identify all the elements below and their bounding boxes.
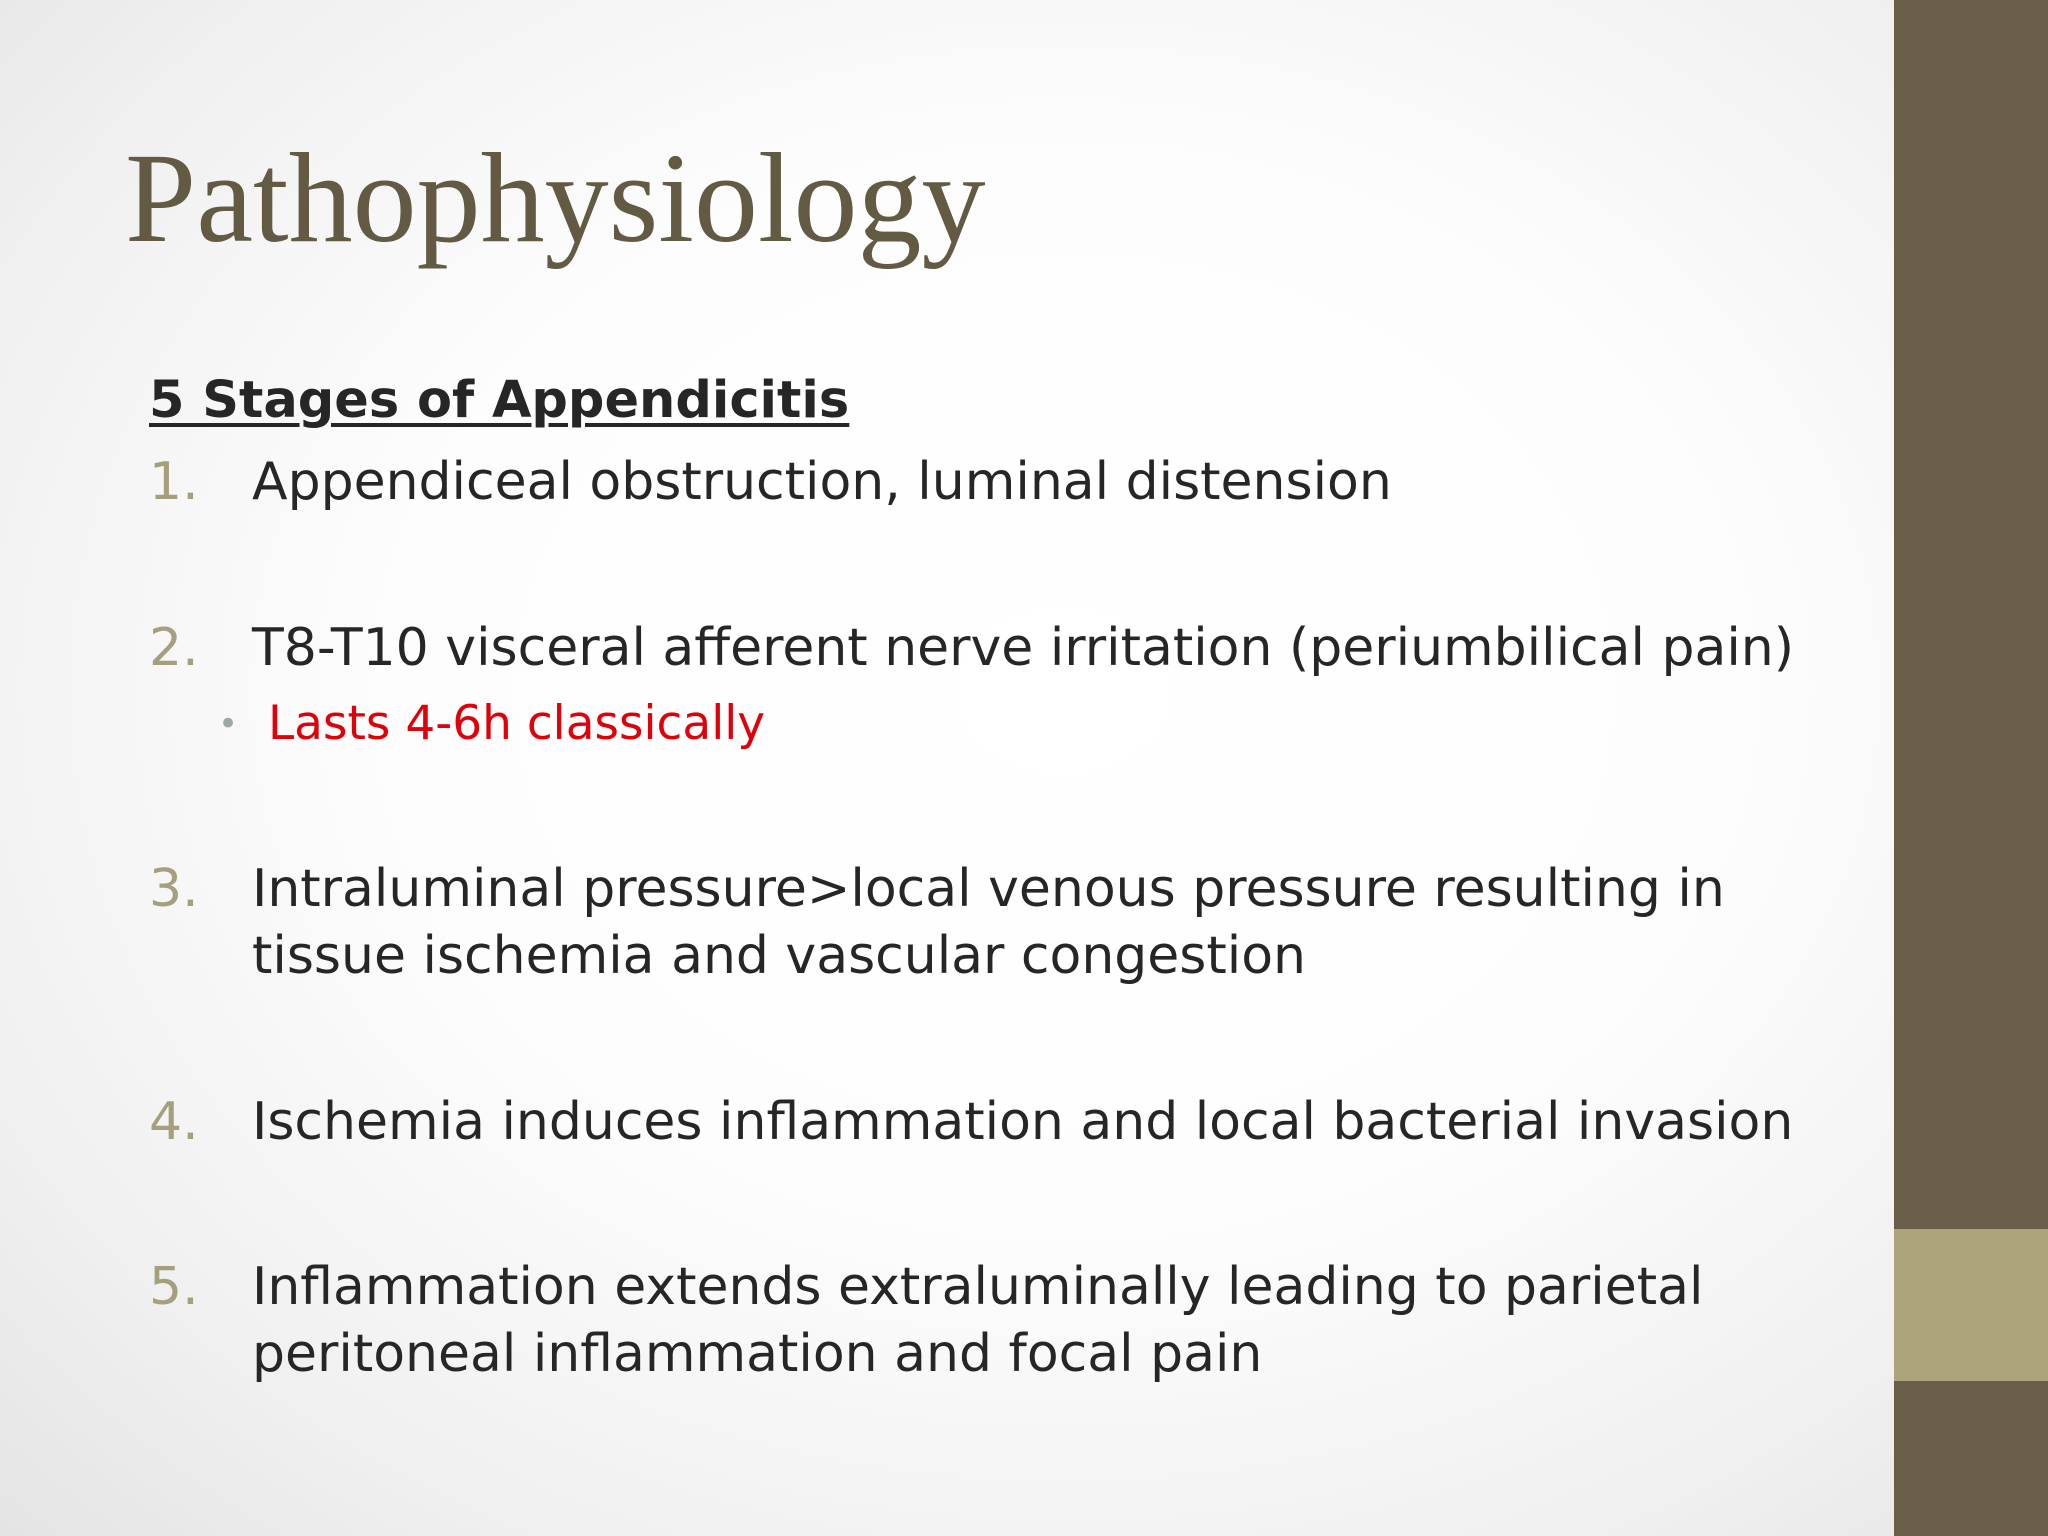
stage-number: 3. (149, 859, 199, 919)
bullet-icon: • (218, 704, 239, 744)
stage-text: Ischemia induces inflammation and local bacterial invasion (252, 1092, 1794, 1152)
stage-number: 1. (149, 452, 199, 512)
slide-title: Pathophysiology (125, 127, 986, 269)
stage-number: 2. (149, 618, 199, 678)
stage-text: T8-T10 visceral afferent nerve irritation (periumbilical pain) (252, 618, 1795, 678)
stage-number: 4. (149, 1092, 199, 1152)
stage-2-note-text: Lasts 4-6h classically (268, 696, 766, 751)
stage-text: Intraluminal pressure>local venous pressure resulting in tissue ischemia and vascular congestion (252, 859, 1725, 986)
decorative-side-accent (1894, 1229, 2048, 1381)
stage-text: Inflammation extends extraluminally leading to parietal peritoneal inflammation and focal pain (252, 1257, 1704, 1384)
stages-subheading: 5 Stages of Appendicitis (149, 371, 850, 430)
stage-number: 5. (149, 1257, 199, 1317)
stage-text: Appendiceal obstruction, luminal distension (252, 452, 1392, 512)
